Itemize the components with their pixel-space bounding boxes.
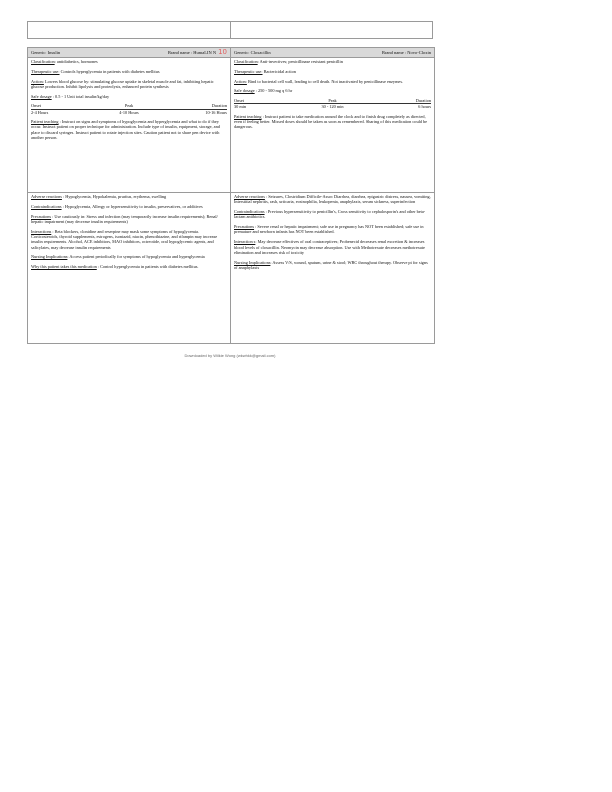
contraindications: Contraindications : Hypoglycemia, Allergy or hypersensitivity to insulin, preservatives, or additives <box>31 203 203 209</box>
insulin-top-section <box>28 58 230 193</box>
precautions: Precautions : Severe renal or hepatic impairment; safe use in pregnancy has NOT been established; safe use in premature and newborn infants has NOT been established. <box>234 224 424 235</box>
adverse-reactions: Adverse reactions : Seizures, Clostridium Difficile-Assoc Diarrhea, diarrhea, epigastric distress, nausea, vomiting, Interstitial nephritis, rash, urticaria, eosinophilia, leukopenia, anaphylaxis, serum sickness, superinfection <box>234 194 431 205</box>
brand-name: Brand name : Novo-Cloxin <box>381 49 431 55</box>
therapeutic-use: Therapeutic use: Bactericidal action <box>234 68 296 74</box>
dose-timing-table <box>31 103 227 115</box>
interactions: Interaction s: May decrease effectives of oral contraceptives; Probenecid decreases renal excretion & increases blood levels of cloxacillin. Neomycin may decrease absorption. Use with Methotrexate decreases methotrexate elimination and increases risk of toxicity <box>234 239 425 255</box>
generic-name: Generic: Insulin <box>31 49 61 55</box>
cloxacillin-top-section <box>231 58 434 193</box>
handwritten-mark: 10 <box>218 47 227 56</box>
drug-cards <box>27 47 435 344</box>
precautions: Precautions : Use cautiously in: Stress and infection (may temporarily increase insulin requirements); Renal/ hepatic impairment (may decrease insulin requirements) <box>31 213 218 224</box>
insulin-card <box>28 48 231 343</box>
cloxacillin-card <box>231 48 434 343</box>
adverse-reactions: Adverse reactions : Hypoglycemia, Hypokalemia, pruritus, erythema, swelling <box>31 194 167 199</box>
cloxacillin-card-header <box>231 48 434 58</box>
generic-name: Generic: Cloxacillin <box>234 49 271 55</box>
therapeutic-use: Therapeutic use: Controls hyperglycemia in patients with diabetes mellitus <box>31 68 160 74</box>
safe-dosage: Safe dosage : 0.5 - 1 Unit total insulin/kg/day <box>31 93 110 99</box>
download-footer: Downloaded by Wilkie Wong (wkwhkk@gmail.com) <box>184 353 276 358</box>
patient-teaching: Patient teaching : Instruct on signs and symptoms of hypoglycemia and hyperglycemia and what to do if they occur. Instruct patient on proper technique for administration. Include type of insulin, equipment, storage, and place to discard syringes. Instruct patient to rotate injection sites. Caution patient not to share pen device with another person. <box>31 119 220 140</box>
patient-teaching: Patient teaching : Instruct patient to take medication around the clock and to finish drug completely as directed, even if feeling better. Missed doses should be taken as soon as remembered. Sharing of this medication could be dangerous. <box>234 113 428 130</box>
interactions: Interactions : Beta blockers, clonidine and reserpine may mask some symptoms of hypoglycemia. Corticosteroids, thyroid supplements, estrogens, isoniazid, niacin, phenothiazine, and rifampin may increase insulin requirements. Alcohol, ACE inhibitors, MAO inhibitors, octreotide, oral hypoglycemic agents, and salicylates, may decrease insulin requirements <box>31 228 218 250</box>
nursing-implications: Nursing Implications: Assess V/S, wound, sputum, urine & stool; WBC throughout therapy. Observe pt for signs of anaphylaxis <box>234 259 428 270</box>
classification: Classification: Anti-invectives; penicillinase resistant penicillin <box>234 59 343 64</box>
brand-name: Brand name : HumaLIN N 10 <box>167 47 227 56</box>
dose-timing-table <box>234 98 431 110</box>
action: Action: Lowers blood glucose by: stimulating glucose uptake in skeletal muscle and fat, inhibiting hepatic glucose production. Inhibit lipolysis and proteolysis, enhanced protein synthesis <box>31 78 214 89</box>
dose-header-row: Onset Peak Duration <box>234 98 432 104</box>
safe-dosage: Safe dosage : 250 - 500 mg q 6 hr <box>234 88 293 94</box>
insulin-bottom-section <box>28 193 230 343</box>
header-table <box>27 21 433 39</box>
why-patient-takes: Why this patient takes this medication : Control hyperglycemia in patients with diabetes mellitus. <box>31 264 199 270</box>
header-cell-left <box>28 22 230 38</box>
classification: Classification: antidiabetics, hormones <box>31 59 98 64</box>
dose-value-row: 2-4 Hours 4-10 Hours 10-16 Hours <box>31 109 227 115</box>
contraindications: Contraindications : Previous hypersensitivity to penicillin's, Cross sensitivity to cephalosporin's and other beta-lactam antibiotics. <box>234 209 426 220</box>
insulin-card-header <box>28 48 230 58</box>
header-cell-right <box>230 22 433 38</box>
dose-header-row: Onset Peak Duration <box>31 103 227 109</box>
dose-value-row: 30 min 30 - 120 min 6 hours <box>234 104 432 110</box>
cloxacillin-bottom-section <box>231 193 434 343</box>
nursing-implications: Nursing Implications: Access patient periodically for symptoms of hypoglycemia and hyperglycemia <box>31 254 205 260</box>
action: Action: Bind to bacterial cell wall, leading to cell death. Not inactivated by penicillinase enzymes. <box>234 78 404 84</box>
